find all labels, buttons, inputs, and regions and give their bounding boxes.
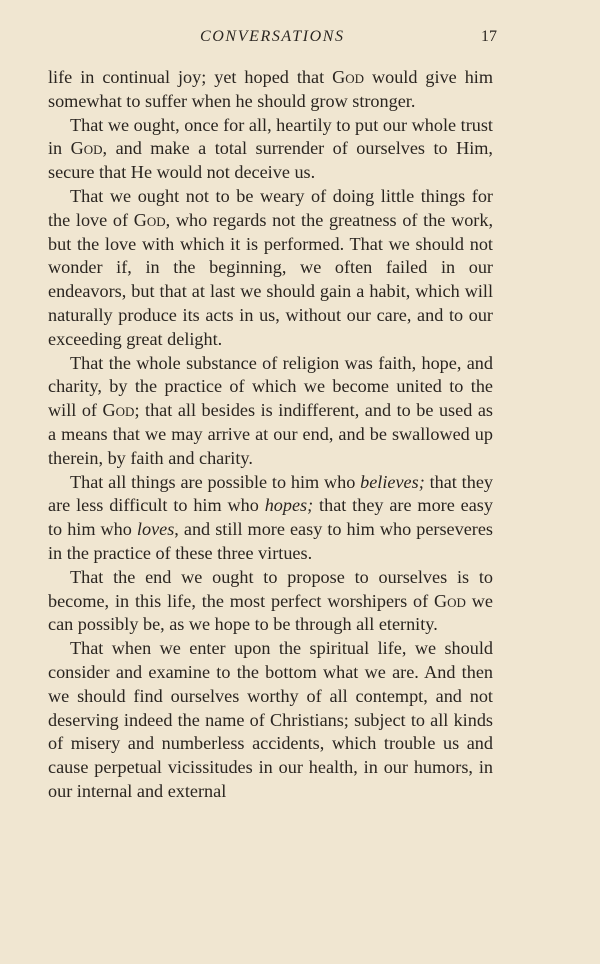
paragraph: [48, 566, 493, 637]
paragraph: [48, 471, 493, 566]
text-run: would give him somewhat to suffer when he should grow stronger.: [48, 67, 494, 111]
text-run: That the whole substance of religion was faith, hope, and charity, by the practice of which we become united to the will of: [48, 352, 493, 421]
text-run: That when we enter upon the spiritual life, we should consider and examine to the bottom what we are. And then we should find ourselves worthy of all contempt, and not deserving indeed the name of Christians; subject to all kinds of misery and numberless accidents, which trouble us and cause perpetual vicissitudes in our health, in our humors, in our internal and external: [48, 638, 493, 801]
paragraph: [48, 185, 493, 352]
small-caps-text: God: [70, 138, 103, 159]
paragraph: [48, 352, 493, 471]
italic-text: loves: [136, 519, 175, 540]
small-caps-text: God: [434, 590, 466, 611]
small-caps-text: God: [332, 67, 365, 87]
italic-text: believes;: [360, 471, 425, 492]
small-caps-text: God: [102, 400, 135, 421]
text-run: that they are less difficult to him who: [48, 471, 493, 516]
small-caps-text: God: [133, 209, 166, 230]
page-number: 17: [481, 28, 497, 45]
paragraph: [48, 114, 493, 185]
running-title: CONVERSATIONS: [200, 28, 345, 45]
page-header: [48, 28, 497, 52]
text-run: , and still more easy to him who perseveres in the practice of these three virtues.: [48, 519, 493, 563]
text-run: That we ought not to be weary of doing little things for the love of: [48, 185, 493, 230]
text-run: That we ought, once for all, heartily to put our whole trust in: [48, 114, 493, 159]
page-body: [48, 66, 493, 804]
paragraph: [48, 66, 493, 114]
text-run: that they are more easy to him who: [48, 495, 493, 540]
paragraph: [48, 637, 493, 804]
text-run: That all things are possible to him who: [70, 471, 361, 492]
text-run: life in continual joy; yet hoped that: [48, 67, 333, 87]
text-run: , and make a total surrender of ourselves to Him, secure that He would not deceive us.: [48, 138, 493, 183]
text-run: we can possibly be, as we hope to be through all eternity.: [48, 590, 493, 635]
text-run: That the end we ought to propose to ourselves is to become, in this life, the most perfect worshipers of: [48, 566, 493, 611]
text-run: , who regards not the greatness of the work, but the love with which it is performed. That we should not wonder if, in the beginning, we often failed in our endeavors, but that at last we should gain a habit, which will naturally produce its acts in us, without our care, and to our exceeding great delight.: [48, 209, 493, 349]
text-run: ; that all besides is indifferent, and to be used as a means that we may arrive at our end, and be swallowed up therein, by faith and charity.: [48, 400, 493, 468]
italic-text: hopes;: [264, 495, 314, 516]
